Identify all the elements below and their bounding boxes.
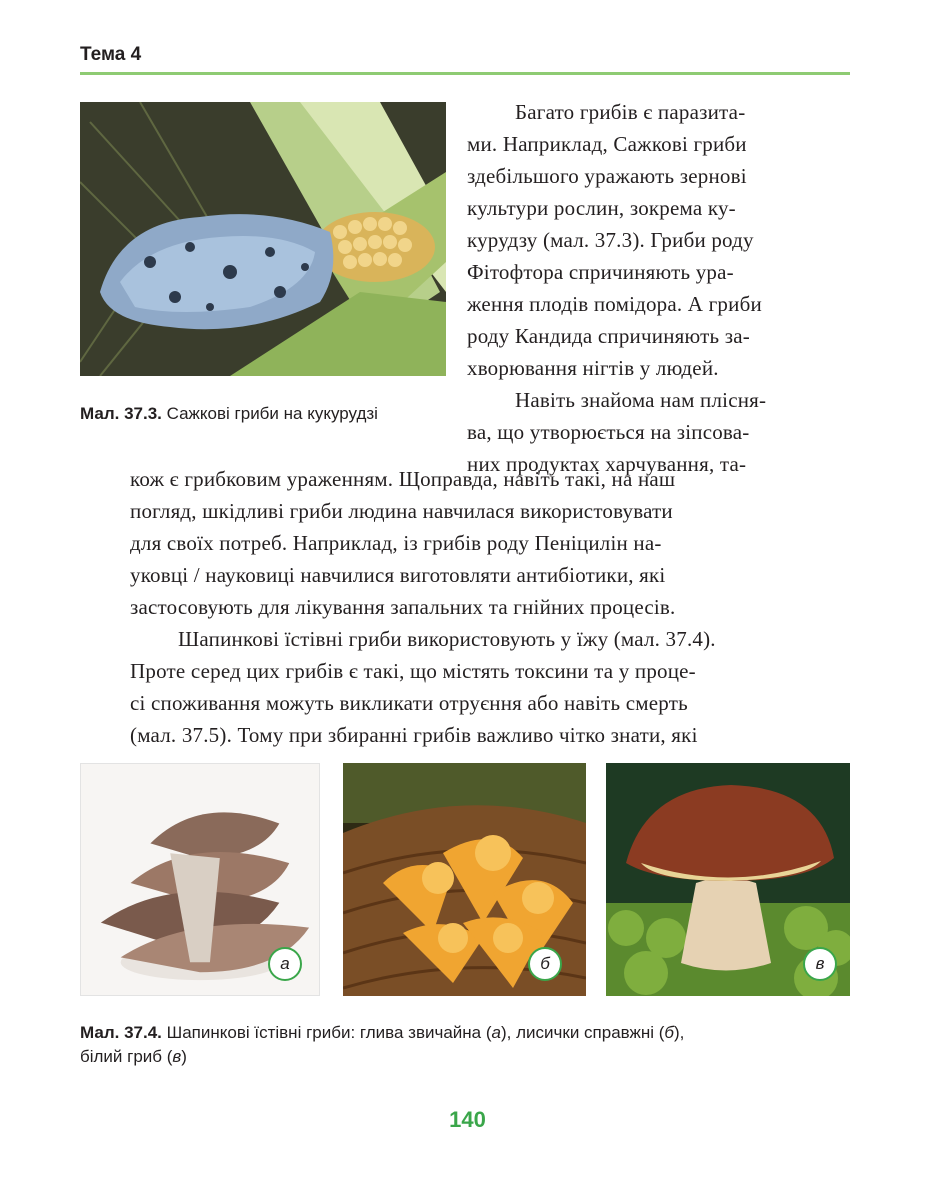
caption-text: ), (673, 1023, 685, 1042)
page-number: 140 (449, 1107, 486, 1132)
text-line: хворювання нігтів у людей. (467, 356, 719, 380)
text-line: для своїх потреб. Наприклад, із грибів роду Пеніцилін на- (130, 531, 662, 555)
badge-c: в (803, 947, 837, 981)
text-line: ми. Наприклад, Сажкові гриби (467, 132, 747, 156)
header-rule (80, 72, 850, 75)
text-line: Багато грибів є паразита- (515, 100, 746, 124)
text-line: культури рослин, зокрема ку- (467, 196, 736, 220)
paragraph-top (467, 96, 850, 480)
text-line: Навіть знайома нам плісня- (515, 388, 767, 412)
caption-text: білий гриб ( (80, 1047, 173, 1066)
text-line: Проте серед цих грибів є такі, що містять токсини та у проце- (130, 659, 696, 683)
caption-letter: в (172, 1047, 182, 1066)
text-line: уковці / науковиці навчилися виготовляти антибіотики, які (130, 563, 666, 587)
text-line: кож є грибковим ураженням. Щоправда, навіть такі, на наш (130, 467, 676, 491)
caption-letter: б (664, 1023, 674, 1042)
badge-a: а (268, 947, 302, 981)
figure-37-3-text: Сажкові гриби на кукурудзі (166, 404, 378, 423)
text-line: (мал. 37.5). Тому при збиранні грибів важливо чітко знати, які (130, 723, 698, 747)
figure-37-4-label: Мал. 37.4. (80, 1023, 162, 1042)
text-line: погляд, шкідливі гриби людина навчилася використовувати (130, 499, 673, 523)
figure-37-4-caption (80, 1021, 850, 1069)
badge-b: б (528, 947, 562, 981)
caption-letter: а (491, 1023, 501, 1042)
text-line: ження плодів помідора. А гриби (467, 292, 762, 316)
text-line: Фітофтора спричиняють ура- (467, 260, 734, 284)
text-line: курудзу (мал. 37.3). Гриби роду (467, 228, 754, 252)
corn-smut-photo (80, 102, 446, 376)
text-line: ва, що утворюється на зіпсова- (467, 420, 750, 444)
caption-text: Шапинкові їстівні гриби: глива звичайна ( (166, 1023, 492, 1042)
figure-37-3-label: Мал. 37.3. (80, 404, 162, 423)
caption-text: ) (181, 1047, 187, 1066)
text-line: здебільшого уражають зернові (467, 164, 747, 188)
text-line: застосовують для лікування запальних та гнійних процесів. (130, 595, 676, 619)
text-line: роду Кандида спричиняють за- (467, 324, 750, 348)
text-line: Шапинкові їстівні гриби використовують у їжу (мал. 37.4). (178, 627, 716, 651)
text-line: сі споживання можуть викликати отруєння або навіть смерть (130, 691, 688, 715)
caption-text: ), лисички справжні ( (501, 1023, 665, 1042)
figure-37-3-caption (80, 402, 378, 426)
header-topic: Тема 4 (80, 44, 142, 65)
paragraph-mid (130, 463, 850, 751)
text-line: них продуктах харчування, та- (467, 452, 747, 476)
